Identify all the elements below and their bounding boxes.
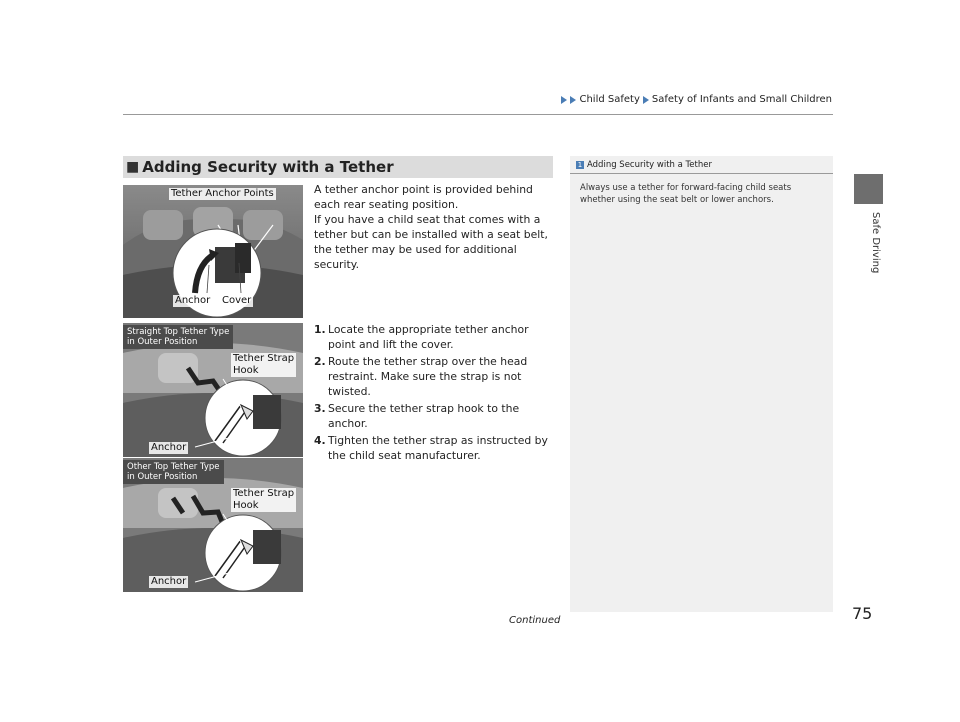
fig-title-tether-anchor-points: Tether Anchor Points — [171, 188, 274, 199]
breadcrumb-arrow-icon — [643, 96, 649, 104]
breadcrumb — [561, 94, 832, 105]
fig-label-anchor: Anchor — [175, 295, 211, 306]
breadcrumb-arrow-icon — [570, 96, 576, 104]
breadcrumb-arrow-icon — [561, 96, 567, 104]
list-item: 1. Locate the appropriate tether anchor point and lift the cover. — [314, 323, 529, 351]
breadcrumb-item-child-safety[interactable]: Child Safety — [579, 94, 640, 105]
fig-tag-other-top-tether: Other Top Tether Type in Outer Position — [123, 460, 224, 484]
chapter-tab-label[interactable]: Safe Driving — [870, 212, 881, 274]
list-item: 4. Tighten the tether strap as instructed by the child seat manufacturer. — [314, 434, 548, 462]
fig-label-cover: Cover — [222, 295, 252, 306]
sidebar-note-header — [570, 156, 833, 174]
straight-top-tether-illustration — [123, 323, 303, 457]
instruction-steps — [314, 322, 556, 465]
section-heading — [123, 156, 553, 178]
square-bullet-icon: ■ — [126, 159, 140, 175]
rear-seat-illustration — [123, 185, 303, 318]
list-item: 2. Route the tether strap over the head restraint. Make sure the strap is not twisted. — [314, 355, 528, 398]
header-divider — [123, 114, 833, 115]
section-title: Adding Security with a Tether — [142, 158, 394, 176]
page-number: 75 — [852, 604, 873, 623]
fig-label-anchor: Anchor — [151, 442, 187, 453]
chapter-tab-marker[interactable] — [854, 174, 883, 204]
sidebar-note-title: Adding Security with a Tether — [587, 160, 712, 170]
other-top-tether-illustration — [123, 458, 303, 592]
breadcrumb-item-safety-of-infants[interactable]: Safety of Infants and Small Children — [651, 94, 832, 105]
sidebar-note-body: Always use a tether for forward-facing child seats whether using the seat belt or lower anchors. — [580, 183, 792, 205]
fig-label-tether-strap-hook: Tether Strap Hook — [233, 353, 295, 376]
list-item: 3. Secure the tether strap hook to the anchor. — [314, 402, 520, 430]
note-badge-icon: 1 — [577, 161, 583, 169]
fig-label-tether-strap-hook: Tether Strap Hook — [233, 488, 295, 511]
intro-paragraph: A tether anchor point is provided behind each rear seating position. If you have a child seat that comes with a tether but can be installed with a seat belt, the tether may be used for additional security. — [314, 183, 548, 271]
fig-tag-straight-top-tether: Straight Top Tether Type in Outer Position — [123, 325, 233, 349]
fig-label-anchor: Anchor — [151, 576, 187, 587]
continued-indicator: Continued — [509, 615, 561, 626]
sidebar-note — [570, 156, 833, 612]
tether-anchor-points-illustration — [123, 185, 303, 318]
